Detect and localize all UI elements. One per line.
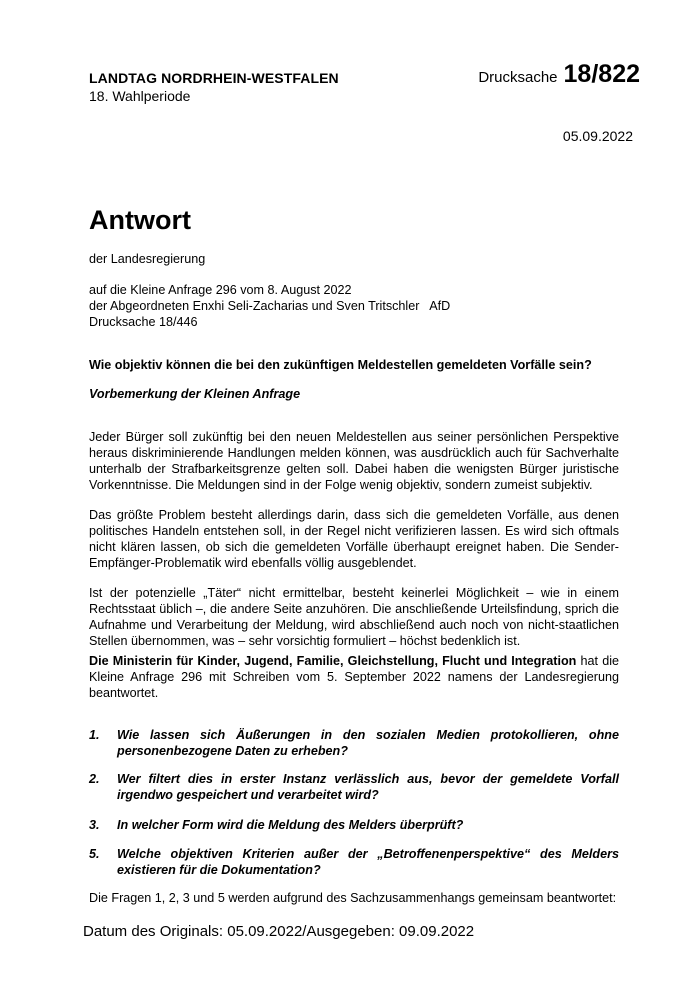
paragraph-text: Ist der potenzielle „Täter“ nicht ermittelbar, besteht keinerlei Möglichkeit – wie in einem Rechtsstaat üblich –, die andere Seite anzuhören. Die anschließende Urteilsfindung, sprich die Aufnahme und Verarbeitung der Meldung, wird abschließend auch noch von nicht-staatlichen Stellen übernommen, was – sehr vorsichtig formuliert – höchst bedenklich ist. xyxy=(89,586,619,648)
question-title: Wie objektiv können die bei den zukünftigen Meldestellen gemeldeten Vorfälle sein? xyxy=(89,358,592,372)
document-number-block xyxy=(478,60,640,89)
printed-matter-line: Drucksache 18/446 xyxy=(89,315,198,329)
question-item xyxy=(89,817,619,833)
page-title: Antwort xyxy=(89,205,191,235)
question-text: Wer filtert dies in erster Instanz verlässlich aus, bevor der gemeldete Vorfall irgendwo gespeichert und verarbeitet wird? xyxy=(117,772,619,802)
paragraph-text: Jeder Bürger soll zukünftig bei den neuen Meldestellen aus seiner persönlichen Perspektive heraus diskriminierende Handlungen melden können, was ausdrücklich auch für Sachverhalte unterhalb der Strafbarkeitsgrenze gelten soll. Dabei haben die wenigsten Bürger juristische Vorkenntnisse. Die Meldungen sind in der Folge wenig objektiv, sondern zumeist subjektiv. xyxy=(89,430,619,492)
question-number: 1. xyxy=(89,728,100,742)
document-label: Drucksache xyxy=(478,69,558,86)
answer-intro: Die Fragen 1, 2, 3 und 5 werden aufgrund des Sachzusammenhangs gemeinsam beantwortet: xyxy=(89,891,617,905)
question-number: 3. xyxy=(89,818,100,832)
answer-from: der Landesregierung xyxy=(89,252,206,266)
legislative-period: 18. Wahlperiode xyxy=(89,88,191,104)
inquiry-line: auf die Kleine Anfrage 296 vom 8. August 2022 xyxy=(89,283,352,297)
ministry-paragraph xyxy=(89,653,619,701)
footer-dates: Datum des Originals: 05.09.2022/Ausgegeben: 09.09.2022 xyxy=(83,923,475,940)
authors-line: der Abgeordneten Enxhi Seli-Zacharias und Sven Tritschler AfD xyxy=(89,299,451,313)
question-item xyxy=(89,727,619,759)
inquiry-reference xyxy=(89,282,619,330)
question-item xyxy=(89,846,619,878)
paragraph-3 xyxy=(89,585,619,649)
header-left xyxy=(89,70,339,104)
parliament-name: LANDTAG NORDRHEIN-WESTFALEN xyxy=(89,70,339,86)
paragraph-text: Das größte Problem besteht allerdings darin, dass sich die gemeldeten Vorfälle, aus denen politisches Handeln entstehen soll, in der Regel nicht verifizieren lassen. Es wird sich oftmals nicht klären lassen, ob sich die gemeldeten Vorfälle überhaupt ereignet haben. Die Sender-Empfänger-Problematik wird ebenfalls völlig ausgeblendet. xyxy=(89,508,619,570)
document-number: 18/822 xyxy=(563,60,640,88)
document-date: 05.09.2022 xyxy=(562,128,633,144)
question-text: In welcher Form wird die Meldung des Melders überprüft? xyxy=(117,818,464,832)
question-number: 2. xyxy=(89,772,100,786)
question-text: Welche objektiven Kriterien außer der „Betroffenenperspektive“ des Melders existieren für die Dokumentation? xyxy=(117,847,619,877)
paragraph-1 xyxy=(89,429,619,493)
question-item xyxy=(89,771,619,803)
question-number: 5. xyxy=(89,847,100,861)
preliminary-heading: Vorbemerkung der Kleinen Anfrage xyxy=(89,387,301,401)
question-text: Wie lassen sich Äußerungen in den sozialen Medien protokollieren, ohne personenbezogene Daten zu erheben? xyxy=(117,728,619,758)
ministry-text: hat die Kleine Anfrage 296 mit Schreiben vom 5. September 2022 namens der Landesregierung beantwortet. xyxy=(89,654,620,700)
paragraph-2 xyxy=(89,507,619,571)
ministry-name: Die Ministerin für Kinder, Jugend, Familie, Gleichstellung, Flucht und Integration xyxy=(89,654,577,668)
